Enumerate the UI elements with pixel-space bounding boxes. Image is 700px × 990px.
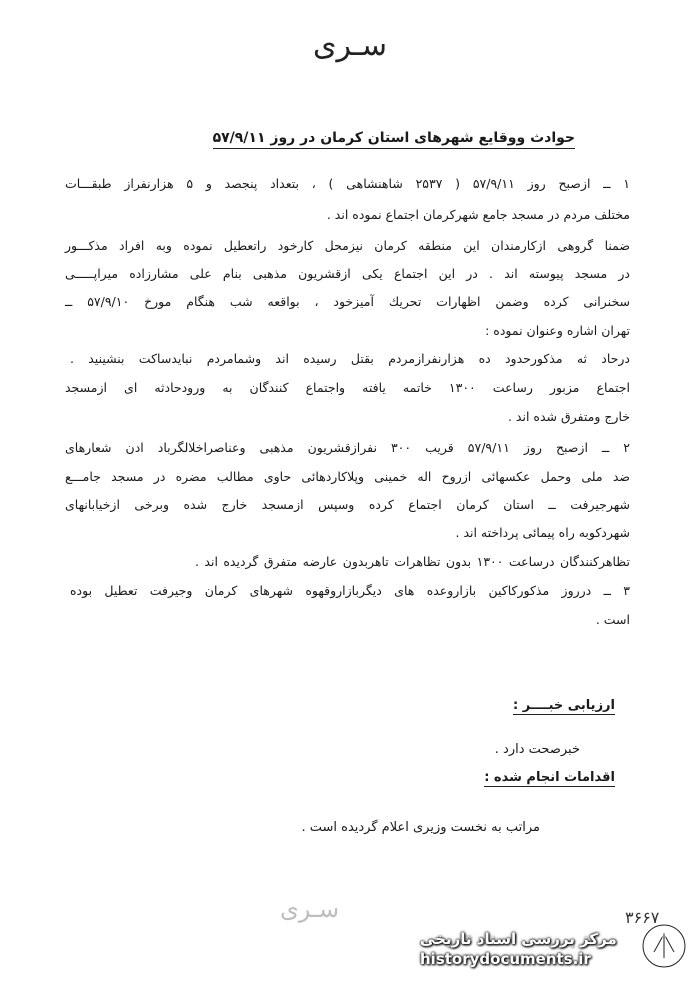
body-line: تظاهركنندگان درساعت ۱۳۰۰ بدون تظاهرات تاهربدون عارضه متفرق گردیده اند . <box>195 554 630 569</box>
body-line: شهردكوبه راه پیمائی پرداخته اند . <box>455 525 630 540</box>
body-line: ۲ ــ ازصبح روز ۵۷/۹/۱۱ قریب ۳۰۰ نفرازقشریون مذهبی وعناصراخلالگرباد ادن شعارهای <box>65 440 630 455</box>
archive-logo-icon <box>640 922 688 970</box>
body-line: در مسجد پیوسته اند . در این اجتماع یكی ازقشریون مذهبی بنام علی مشارزاده میراپـــــی <box>65 266 630 281</box>
body-line: ضد ملی وحمل عكسهائی ازروح اله خمینی وپلاكاردهائی حاوی مطالب مضره در مسجد جامـــع <box>65 469 630 484</box>
evaluation-label: ارزیابی خبــــر : <box>512 698 615 713</box>
body-line: مختلف مردم در مسجد جامع شهركرمان اجتماع نموده اند . <box>326 207 630 222</box>
watermark-url: historydocuments.ir <box>420 950 591 968</box>
body-line: ضمنا گروهی ازكارمندان این منطقه كرمان نیزمحل كارخود راتعطیل نموده وبه افراد مذكـــور <box>65 238 630 253</box>
body-line: شهرجیرفت ــ استان كرمان اجتماع كرده وسپس ازمسجد خارج شده وبرخی ازخیابانهای <box>65 497 630 512</box>
watermark-name: مركز بررسی اسناد تاریخی <box>420 930 617 948</box>
body-line: درحاد ثه مذكورحدود ده هزارنفرازمردم بقتل رسیده اند وشمامردم نبایدساكت بنشینید . <box>70 351 630 366</box>
body-line: تهران اشاره وعنوان نموده : <box>485 323 630 338</box>
body-line: سخنرانی كرده وضمن اظهارات تحریك آمیزخود ، بواقعه شب هنگام مورخ ۵۷/۹/۱۰ ــ <box>65 294 630 309</box>
body-line: خارج ومتفرق شده اند . <box>507 409 630 424</box>
watermark <box>420 930 617 968</box>
classification-header: سـری <box>313 28 387 63</box>
body-line: اجتماع مزبور رساعت ۱۳۰۰ خاتمه یافته واجتماع كنندگان به ورودحادثه ای ازمسجد <box>65 380 630 395</box>
body-line: ۱ ــ ازصبح روز ۵۷/۹/۱۱ ( ۲۵۳۷ شاهنشاهی ) ، بتعداد پنجصد و ۵ هزارنفراز طبقـــات <box>65 176 630 191</box>
document-title: حوادث ووقايع شهرهای استان كرمان در روز ۵۷/۹/۱۱ <box>213 130 575 149</box>
body-line: است . <box>595 612 630 627</box>
actions-text: مراتب به نخست وزیری اعلام گردیده است . <box>301 820 540 835</box>
evaluation-text: خبرصحت دارد . <box>494 742 580 757</box>
body-line: ۳ ــ درروز مذكوركاكین بازاروعده های دیگربازاروقهوه شهرهای كرمان وجیرفت تعطیل بوده <box>70 583 630 598</box>
footer-classification-stamp: سـری <box>280 895 340 923</box>
actions-label: اقدامات انجام شده : <box>484 770 615 785</box>
page-number: ۳۶۶۷ <box>625 908 660 927</box>
